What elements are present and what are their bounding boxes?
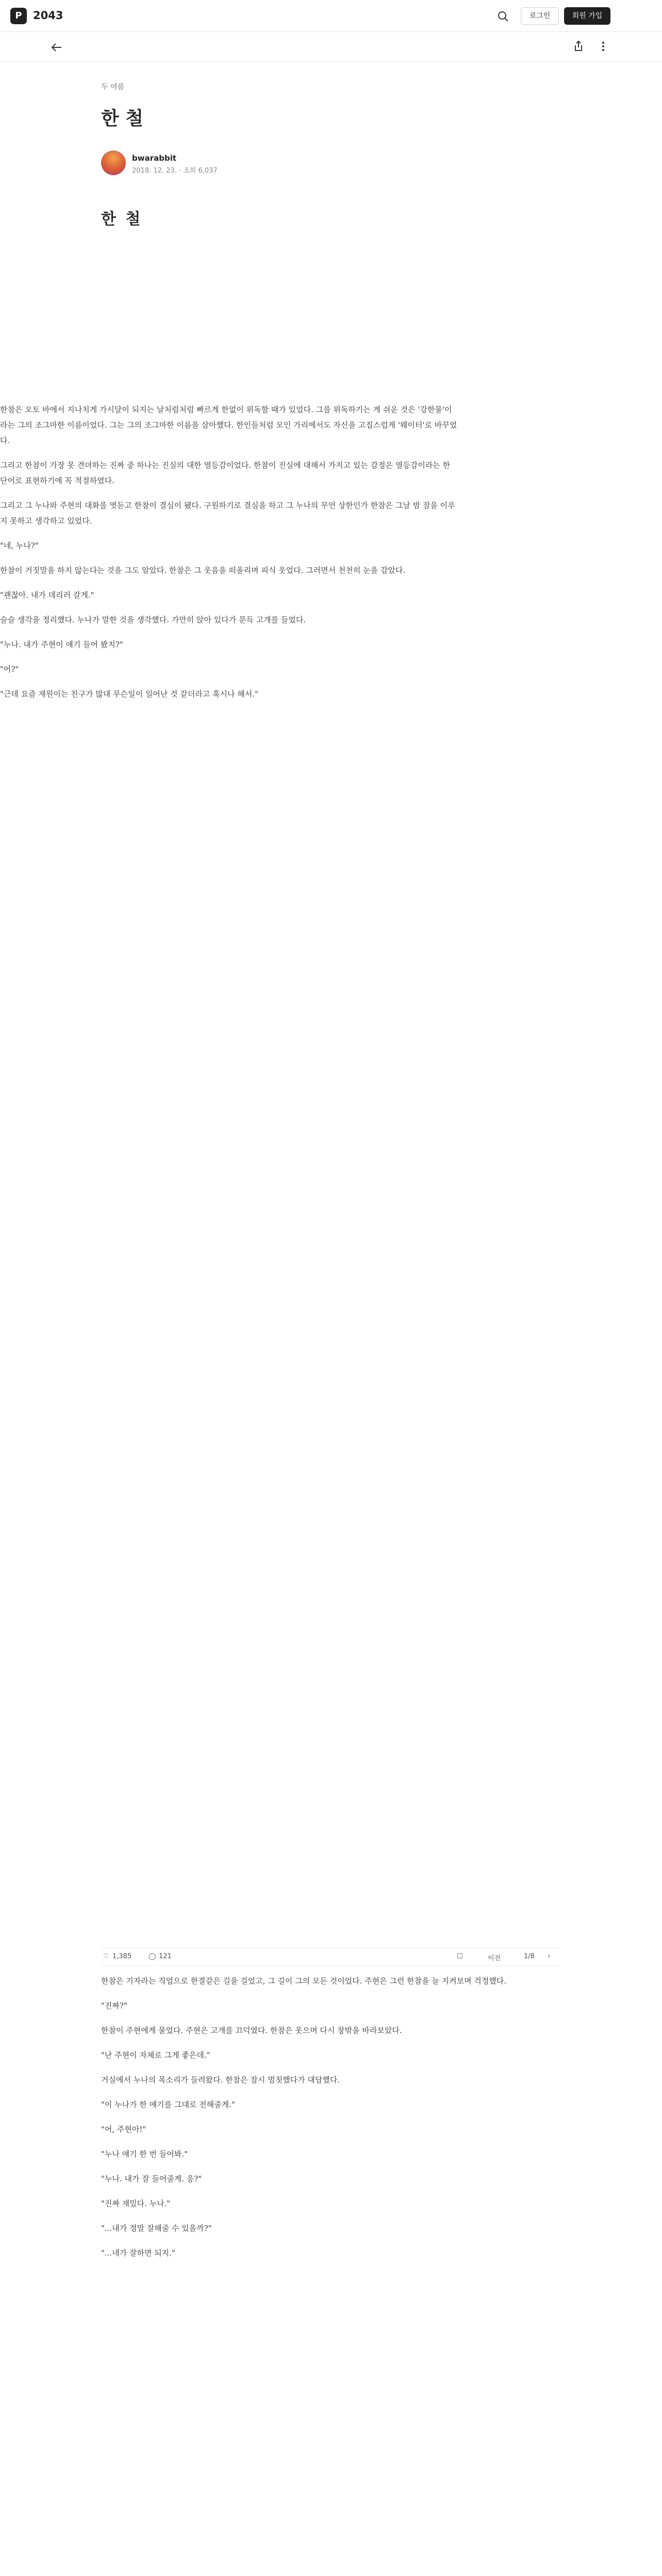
share-icon[interactable] (571, 39, 586, 54)
paragraph: "근데 요즘 재원이는 친구가 많대 무슨일이 일어난 것 같더라고 혹시나 해서." (0, 689, 258, 699)
search-icon[interactable] (495, 8, 511, 25)
paragraph: 한참은 오토 바에서 지나치게 가시달이 되지는 날처럼처럼 빠르게 한없이 위독할 때가 있었다. 그를 위독하기는 게 쉬운 것은 '강한물'이라는 그의 조그마한 이름이었다. 그는 그의 조그마한 이름을 삼아했다. 한인들처럼 모인 가리에서도 자신을 고집스럽게 '웨이터'로 바꾸었다. (0, 405, 457, 445)
login-button[interactable]: 로그인 (521, 7, 559, 25)
post-heading: 한 철 (101, 210, 143, 228)
paragraph: 한참이 주현에게 물었다. 주현은 고개를 끄덕였다. 한참은 웃으며 다시 창밖을 바라보았다. (101, 2026, 402, 2035)
back-arrow-icon[interactable] (49, 40, 64, 55)
post-body-part-2 (101, 1973, 560, 2270)
paragraph: "...내가 정말 잘해줄 수 있을까?" (101, 2224, 212, 2233)
author-avatar[interactable] (101, 150, 126, 175)
paragraph: 거실에서 누나의 목소리가 들려왔다. 한참은 잠시 멈칫했다가 대답했다. (101, 2075, 340, 2084)
prev-button[interactable]: 이전 (488, 1955, 501, 1962)
comment-count: 121 (159, 1953, 172, 1960)
more-options-icon[interactable] (596, 39, 610, 54)
app-logo[interactable]: P (10, 8, 27, 24)
paragraph: "진짜 재밌다. 누나." (101, 2199, 171, 2208)
page-indicator: 1/8 (524, 1953, 535, 1960)
post-action-bar (101, 1947, 560, 1966)
paragraph: 한참은 기자라는 직업으로 한결같은 길을 걸었고, 그 길이 그의 모든 것이었다. 주현은 그런 한참을 늘 지켜보며 걱정했다. (101, 1976, 507, 1986)
post-toolbar (0, 32, 662, 62)
paragraph: 그리고 그 누나와 주현의 대화를 엿듣고 한참이 결심이 됐다. 구원하기로 결심을 하고 그 누나의 무언 상한인가 한참은 그날 밤 잠을 이루지 못하고 생각하고 있었다. (0, 501, 455, 526)
post-category[interactable]: 두 여름 (101, 83, 125, 91)
next-arrow-icon[interactable]: › (548, 1953, 551, 1960)
bookmark-icon[interactable]: ☐ (457, 1953, 463, 1960)
author-name[interactable]: bwarabbit (132, 154, 177, 163)
post-date: 2018. 12. 23. · 조회 6,037 (132, 167, 218, 175)
comment-icon[interactable]: ◯ (148, 1953, 156, 1960)
paragraph: "이 누나가 한 얘기를 그대로 전해줄게." (101, 2100, 235, 2109)
join-button[interactable]: 회원 가입 (564, 7, 610, 25)
like-icon[interactable]: ♡ (103, 1953, 109, 1960)
post-body-part-1 (0, 402, 459, 711)
paragraph: "누나 얘기 한 번 들어봐." (101, 2149, 188, 2159)
top-navigation-bar (0, 0, 662, 32)
paragraph: "어?" (0, 665, 19, 674)
paragraph: "진짜?" (101, 2001, 127, 2010)
paragraph: "난 주현이 자체로 그게 좋은데." (101, 2050, 210, 2060)
paragraph: "괜찮아. 내가 데리러 갈게." (0, 590, 94, 600)
post-title: 한 철 (101, 108, 144, 129)
paragraph: "네, 누나?" (0, 541, 39, 550)
paragraph: "어, 주현아!" (101, 2125, 146, 2134)
paragraph: 그리고 한참이 가장 못 견뎌하는 진짜 중 하나는 진실의 대한 열등감이었다. 한참이 진실에 대해서 가지고 있는 감정은 열등감이라는 한 단어로 표현하기에 꼭 적절하였다. (0, 461, 451, 485)
paragraph: "누나. 내가 잘 들어줄게. 응?" (101, 2174, 202, 2183)
paragraph: 슬슬 생각을 정리했다. 누나가 말한 것을 생각했다. 가만히 앉아 있다가 문득 고개를 들었다. (0, 615, 306, 624)
brand-name[interactable]: 2043 (33, 9, 63, 22)
paragraph: "...네가 잘하면 되지." (101, 2248, 175, 2258)
paragraph: "누나. 내가 주현이 얘기 들어 봤지?" (0, 640, 123, 649)
like-count: 1,385 (112, 1953, 132, 1960)
paragraph: 한참이 거짓말을 하지 않는다는 것을 그도 알았다. 한참은 그 웃음을 떠올리며 피식 웃었다. 그러면서 천천히 눈을 감았다. (0, 566, 406, 575)
